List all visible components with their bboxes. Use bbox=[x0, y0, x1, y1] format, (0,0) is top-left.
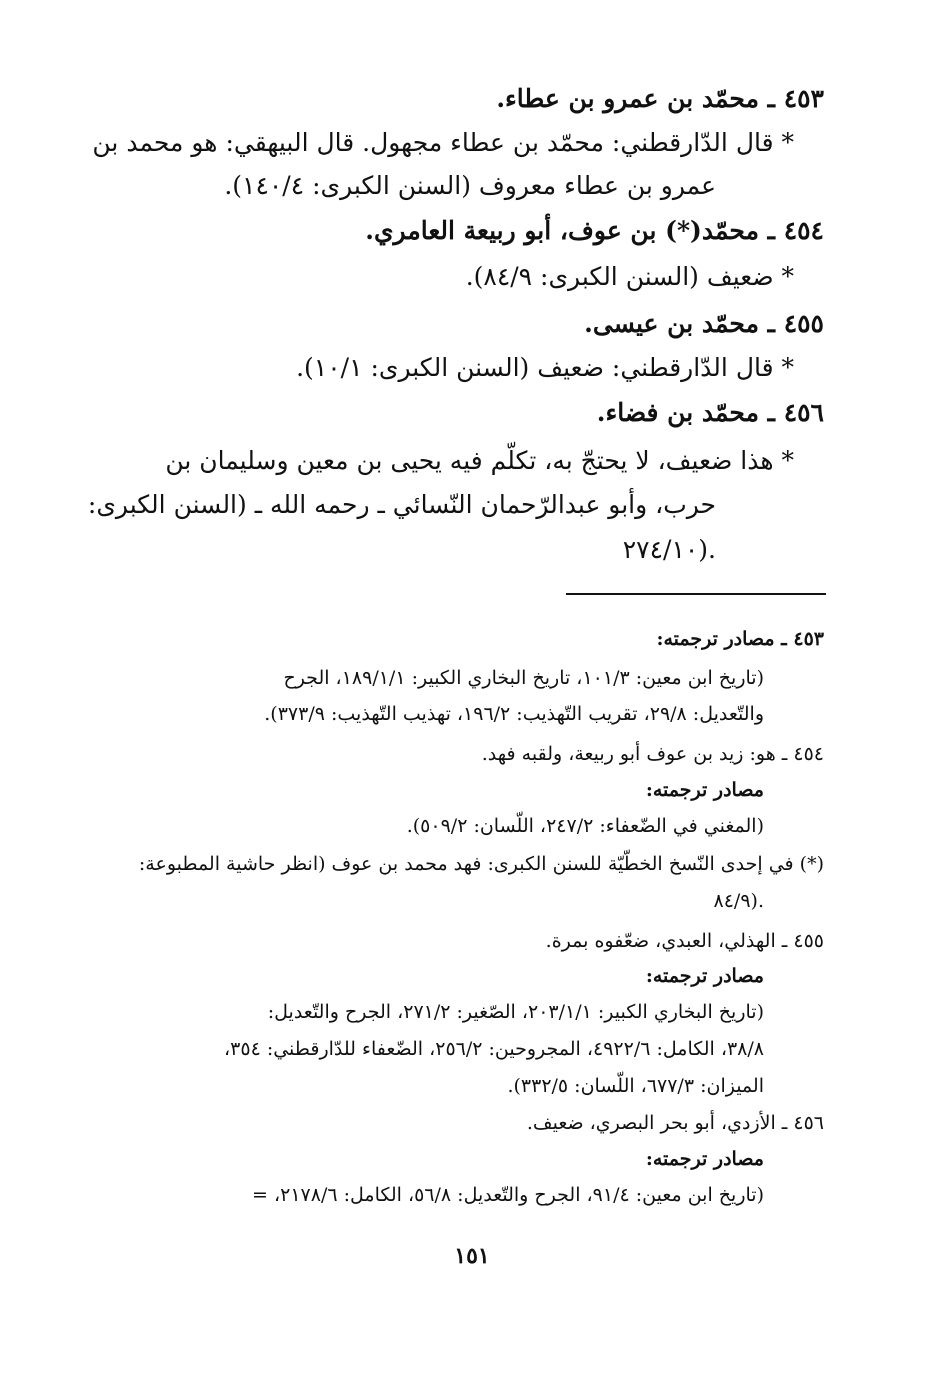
entry-454-line-1: * ضعيف (السنن الكبرى: ٨٤/٩). bbox=[465, 262, 794, 291]
footnote-separator bbox=[566, 593, 826, 595]
footnote-456-intro: ٤٥٦ ـ الأزدي، أبو بحر البصري، ضعيف. bbox=[526, 1112, 824, 1134]
footnote-454-label: مصادر ترجمته: bbox=[645, 779, 764, 801]
entry-453-heading: ٤٥٣ ـ محمّد بن عمرو بن عطاء. bbox=[496, 84, 824, 113]
footnote-453-label: ٤٥٣ ـ مصادر ترجمته: bbox=[656, 628, 824, 650]
footnote-star-line-2: ٨٤/٩). bbox=[713, 890, 764, 912]
entry-456-heading: ٤٥٦ ـ محمّد بن فضاء. bbox=[596, 398, 824, 427]
entry-456-line-3: ٢٧٤/١٠). bbox=[622, 535, 716, 564]
entry-453-line-2: عمرو بن عطاء معروف (السنن الكبرى: ١٤٠/٤). bbox=[224, 171, 716, 200]
footnote-star-line-1: (*) في إحدى النّسخ الخطّيّة للسنن الكبرى: فهد محمد بن عوف (انظر حاشية المطبوعة: bbox=[138, 853, 824, 875]
entry-456-line-2: حرب، وأبو عبدالرّحمان النّسائي ـ رحمه الله ـ (السنن الكبرى: bbox=[87, 490, 716, 519]
entry-455-heading: ٤٥٥ ـ محمّد بن عيسى. bbox=[584, 309, 824, 338]
entry-454-heading: ٤٥٤ ـ محمّد(*) بن عوف، أبو ربيعة العامري. bbox=[365, 216, 824, 245]
entry-455-line-1: * قال الدّارقطني: ضعيف (السنن الكبرى: ١٠/١). bbox=[296, 353, 794, 382]
footnote-455-label: مصادر ترجمته: bbox=[645, 965, 764, 987]
footnote-453-line-1: (تاريخ ابن معين: ١٠١/٣، تاريخ البخاري الكبير: ١٨٩/١/١، الجرح bbox=[283, 667, 764, 689]
footnote-456-label: مصادر ترجمته: bbox=[645, 1148, 764, 1170]
footnote-455-line-1: (تاريخ البخاري الكبير: ٢٠٣/١/١، الصّغير: ٢٧١/٢، الجرح والتّعديل: bbox=[267, 1001, 764, 1023]
entry-456-line-1: * هذا ضعيف، لا يحتجّ به، تكلّم فيه يحيى بن معين وسليمان بن bbox=[165, 446, 794, 475]
footnote-455-line-2: ٣٨/٨، الكامل: ٤٩٢٢/٦، المجروحين: ٢٥٦/٢، الضّعفاء للدّارقطني: ٣٥٤، bbox=[224, 1038, 764, 1060]
entry-453-line-1: * قال الدّارقطني: محمّد بن عطاء مجهول. قال البيهقي: هو محمد بن bbox=[92, 128, 794, 157]
footnote-453-line-2: والتّعديل: ٢٩/٨، تقريب التّهذيب: ١٩٦/٢، تهذيب التّهذيب: ٣٧٣/٩). bbox=[264, 703, 764, 725]
footnote-454-intro: ٤٥٤ ـ هو: زيد بن عوف أبو ربيعة، ولقبه فهد. bbox=[481, 743, 824, 765]
footnote-455-intro: ٤٥٥ ـ الهذلي، العبدي، ضعّفوه بمرة. bbox=[545, 930, 824, 952]
footnote-456-line-1: (تاريخ ابن معين: ٩١/٤، الجرح والتّعديل: ٥٦/٨، الكامل: ٢١٧٨/٦، = bbox=[252, 1184, 764, 1206]
footnote-455-line-3: الميزان: ٦٧٧/٣، اللّسان: ٣٣٢/٥). bbox=[507, 1075, 764, 1097]
page-number: ١٥١ bbox=[454, 1243, 490, 1269]
footnote-454-line-1: (المغني في الضّعفاء: ٢٤٧/٢، اللّسان: ٥٠٩/٢). bbox=[406, 815, 764, 837]
